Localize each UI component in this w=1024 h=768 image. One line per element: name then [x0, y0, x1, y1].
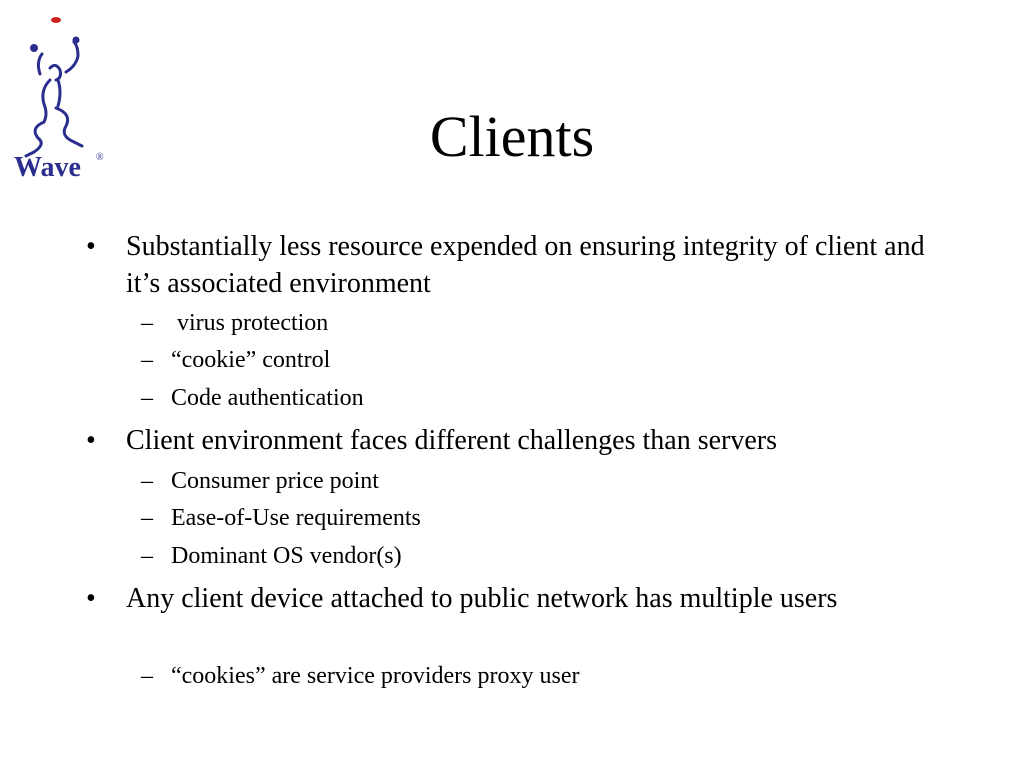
sub-bullet-text: virus protection — [171, 310, 329, 336]
sub-bullet-item — [141, 308, 911, 338]
sub-bullet-item — [141, 541, 911, 571]
sub-bullet-text: Code authentication — [171, 385, 364, 411]
sub-bullet-text: Dominant OS vendor(s) — [171, 543, 402, 569]
bullet-text: Any client device attached to public network has multiple users — [126, 583, 838, 614]
sub-bullet-item — [141, 466, 911, 496]
sub-bullet-marker: – — [141, 310, 153, 336]
sub-bullet-item — [141, 661, 911, 691]
bullet-item — [86, 228, 926, 302]
sub-bullet-item — [141, 345, 911, 375]
sub-bullet-marker: – — [141, 347, 153, 373]
bullet-marker: • — [86, 425, 96, 456]
sub-bullet-marker: – — [141, 385, 153, 411]
sub-bullet-text: “cookie” control — [171, 347, 331, 373]
bullet-item — [86, 580, 926, 617]
sub-bullet-text: Ease-of-Use requirements — [171, 505, 421, 531]
bullet-text: Client environment faces different challenges than servers — [126, 425, 778, 456]
sub-bullet-marker: – — [141, 663, 153, 689]
logo-registered-mark: ® — [96, 152, 104, 163]
sub-bullet-marker: – — [141, 505, 153, 531]
sub-bullet-text: “cookies” are service providers proxy user — [171, 663, 580, 689]
sub-bullet-marker: – — [141, 543, 153, 569]
logo-text: Wave — [14, 152, 81, 183]
sub-bullet-item — [141, 383, 911, 413]
sub-bullet-marker: – — [141, 468, 153, 494]
bullet-item — [86, 422, 926, 459]
bullet-marker: • — [86, 231, 96, 262]
bullet-text: Substantially less resource expended on ensuring integrity of client and it’s associated environment — [126, 231, 925, 299]
sub-bullet-text: Consumer price point — [171, 468, 379, 494]
slide-title: Clients — [429, 104, 595, 169]
sub-bullet-item — [141, 503, 911, 533]
bullet-marker: • — [86, 583, 96, 614]
